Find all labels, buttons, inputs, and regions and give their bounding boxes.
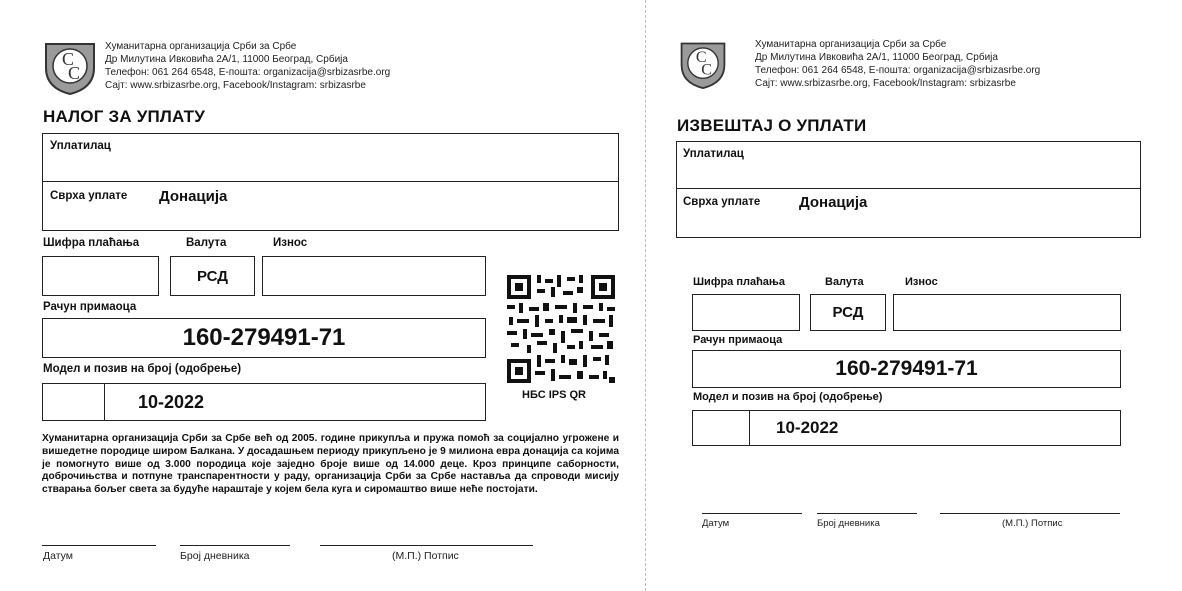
journal-line-right (817, 513, 917, 514)
tear-divider (645, 0, 646, 591)
org-address: Др Милутина Ивковића 2А/1, 11000 Београд, Србија (105, 54, 348, 65)
org-logo (42, 38, 98, 96)
org-web: Сајт: www.srbizasrbe.org, Facebook/Instagram: srbizasrbe (105, 80, 366, 91)
svg-text:C: C (701, 61, 712, 79)
payment-code-input[interactable] (42, 256, 159, 296)
svg-text:C: C (68, 63, 81, 83)
account-label: Рачун примаоца (693, 334, 783, 346)
org-contact: Телефон: 061 264 6548, Е-пошта: organizacija@srbizasrbe.org (105, 67, 391, 78)
date-line-right (702, 513, 802, 514)
currency-label: Валута (186, 237, 227, 249)
purpose-value: Донација (799, 194, 868, 211)
org-logo-right (678, 38, 728, 90)
currency-field-right[interactable] (810, 294, 886, 331)
account-value: 160-279491-71 (835, 357, 978, 380)
model-label: Модел и позив на број (одобрење) (693, 391, 883, 403)
account-label: Рачун примаоца (43, 301, 137, 313)
account-field-right[interactable] (692, 350, 1121, 388)
payment-code-input-right[interactable] (692, 294, 800, 331)
payer-label: Уплатилац (50, 140, 111, 152)
payment-report-title: ИЗВЕШТАЈ О УПЛАТИ (677, 116, 867, 135)
org-address: Др Милутина Ивковића 2А/1, 11000 Београд, Србија (755, 52, 998, 63)
payment-code-label: Шифра плаћања (693, 276, 786, 288)
currency-value: РСД (197, 267, 228, 285)
purpose-field[interactable] (42, 181, 619, 231)
amount-label: Износ (905, 276, 938, 288)
payer-label: Уплатилац (683, 148, 744, 160)
reference-value: 10-2022 (776, 418, 839, 437)
model-input-right[interactable] (692, 410, 750, 446)
svg-text:C: C (62, 49, 75, 69)
amount-label: Износ (273, 237, 308, 249)
signature-line (320, 545, 533, 546)
date-label: Датум (702, 518, 730, 529)
payment-code-label: Шифра плаћања (43, 237, 140, 249)
signature-label: (М.П.) Потпис (392, 550, 459, 562)
payment-order-title: НАЛОГ ЗА УПЛАТУ (43, 107, 206, 126)
date-line (42, 545, 156, 546)
qr-code (507, 275, 615, 383)
signature-label: (М.П.) Потпис (1002, 518, 1063, 529)
journal-label: Број дневника (817, 518, 880, 529)
payer-field-right[interactable] (676, 141, 1141, 189)
reference-value: 10-2022 (138, 392, 205, 412)
account-value: 160-279491-71 (182, 324, 346, 351)
currency-value: РСД (832, 304, 864, 321)
org-web: Сајт: www.srbizasrbe.org, Facebook/Instagram: srbizasrbe (755, 78, 1016, 89)
svg-text:C: C (695, 49, 707, 67)
reference-field[interactable] (104, 383, 486, 421)
purpose-label: Сврха уплате (50, 190, 128, 202)
journal-label: Број дневника (180, 550, 250, 562)
account-field[interactable] (42, 318, 486, 358)
reference-field-right[interactable] (749, 410, 1121, 446)
purpose-field-right[interactable] (676, 188, 1141, 238)
purpose-label: Сврха уплате (683, 196, 761, 208)
amount-input-right[interactable] (893, 294, 1121, 331)
model-input[interactable] (42, 383, 105, 421)
payer-field[interactable] (42, 133, 619, 182)
date-label: Датум (43, 550, 73, 562)
org-description: Хуманитарна организација Срби за Србе већ од 2005. године прикупља и пружа помоћ за социјално угрожене и вишедетне породице широм Балкана. У досадашњем периоду прикупљено је 9 милиона евра донација са којима је помогнуто више од 3.000 породица које заједно броје више од 14.000 деце. Кроз принципе саборности, доброчињства и потпуне транспарентности у раду, организација Срби за Србе наставља да спроводи мисију стварања бољег света за будуће нараштаје у којем бела куга и сиромаштво више неће постојати. (42, 433, 619, 496)
org-header (105, 40, 465, 92)
currency-label: Валута (825, 276, 864, 288)
journal-line (180, 545, 290, 546)
org-name: Хуманитарна организација Срби за Србе (105, 41, 297, 52)
amount-input[interactable] (262, 256, 486, 296)
org-header-right (755, 38, 1115, 90)
model-label: Модел и позив на број (одобрење) (43, 363, 242, 375)
org-contact: Телефон: 061 264 6548, Е-пошта: organizacija@srbizasrbe.org (755, 65, 1041, 76)
signature-line-right (940, 513, 1120, 514)
purpose-value: Донација (159, 188, 228, 205)
org-name: Хуманитарна организација Срби за Србе (755, 39, 947, 50)
qr-caption: НБС IPS QR (522, 389, 586, 401)
currency-field[interactable] (170, 256, 255, 296)
